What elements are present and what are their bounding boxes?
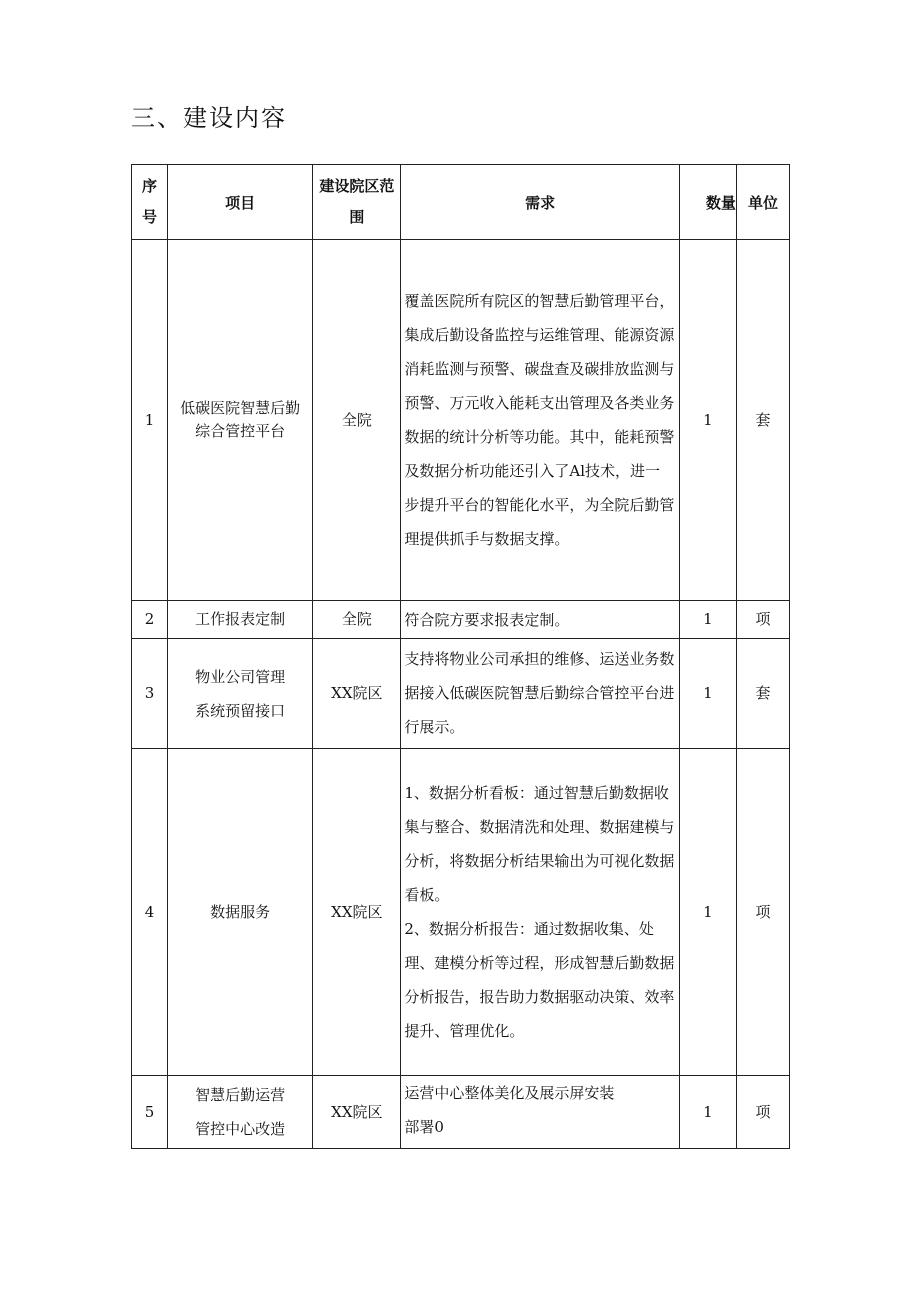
- row-item-line2: 管控中心改造: [195, 1120, 286, 1138]
- row-scope: 全院: [313, 240, 401, 601]
- row-item-line1: 智慧后勤运营: [195, 1086, 286, 1104]
- row-quantity: 1: [679, 639, 736, 749]
- row-requirement-line1: 运营中心整体美化及展示屏安装: [404, 1084, 615, 1102]
- header-requirement: 需求: [401, 165, 679, 240]
- header-scope-line1: 建设院区范: [319, 177, 395, 195]
- row-scope: XX院区: [313, 749, 401, 1076]
- row-unit: 项: [736, 749, 789, 1076]
- row-item: 数据服务: [168, 749, 313, 1076]
- row-item: [168, 240, 313, 601]
- row-item: [168, 639, 313, 749]
- header-num-line2: 号: [142, 208, 158, 226]
- row-unit: 套: [736, 240, 789, 601]
- header-num: [132, 165, 168, 240]
- table-row: [132, 601, 790, 639]
- row-unit: 套: [736, 639, 789, 749]
- row-requirement: [401, 1076, 679, 1149]
- row-scope: 全院: [313, 601, 401, 639]
- requirement-dashboard: 1、数据分析看板：通过智慧后勤数据收集与整合、数据清洗和处理、数据建模与分析，将数据分析结果输出为可视化数据看板。: [404, 783, 675, 904]
- row-requirement-text: [401, 773, 678, 1052]
- row-num: 1: [132, 240, 168, 601]
- row-requirement: [401, 639, 679, 749]
- table-row: [132, 749, 790, 1076]
- row-unit: 项: [736, 1076, 789, 1149]
- row-requirement-text: 覆盖医院所有院区的智慧后勤管理平台，集成后勤设备监控与运维管理、能源资源消耗监测与预警、碳盘查及碳排放监测与预警、万元收入能耗支出管理及各类业务数据的统计分析等功能。其中，能耗预警及数据分析功能还引入了Al技术，进一步提升平台的智能化水平，为全院后勤管理提供抓手与数据支撑。: [404, 291, 675, 548]
- table-row: [132, 1076, 790, 1149]
- row-scope: XX院区: [313, 639, 401, 749]
- row-quantity: 1: [679, 1076, 736, 1149]
- row-item-line2: 综合管控平台: [195, 422, 286, 440]
- row-num: 5: [132, 1076, 168, 1149]
- table-row: [132, 240, 790, 601]
- header-num-line1: 序: [142, 177, 158, 195]
- row-item: 工作报表定制: [168, 601, 313, 639]
- row-unit: 项: [736, 601, 789, 639]
- row-requirement-text: 支持将物业公司承担的维修、运送业务数据接入低碳医院智慧后勤综合管控平台进行展示。: [404, 650, 675, 736]
- row-num: 4: [132, 749, 168, 1076]
- row-requirement-text: 符合院方要求报表定制。: [404, 610, 570, 629]
- header-item: 项目: [168, 165, 313, 240]
- row-item-line1: 物业公司管理: [195, 667, 286, 686]
- row-item: [168, 1076, 313, 1149]
- header-scope: [313, 165, 401, 240]
- table-row: [132, 639, 790, 749]
- row-requirement-text: [401, 1076, 678, 1148]
- row-quantity: 1: [679, 601, 736, 639]
- construction-content-table: [131, 164, 790, 1149]
- table-header-row: [132, 165, 790, 240]
- header-quantity: 数量: [679, 165, 736, 240]
- header-unit: 单位: [736, 165, 789, 240]
- row-num: 2: [132, 601, 168, 639]
- row-requirement: [401, 240, 679, 601]
- row-requirement: [401, 749, 679, 1076]
- row-quantity: 1: [679, 749, 736, 1076]
- row-requirement: [401, 601, 679, 639]
- row-scope: XX院区: [313, 1076, 401, 1149]
- row-num: 3: [132, 639, 168, 749]
- row-item-line1: 低碳医院智慧后勤: [180, 399, 301, 417]
- header-scope-line2: 围: [349, 208, 365, 226]
- row-quantity: 1: [679, 240, 736, 601]
- section-heading: 三、建设内容: [131, 104, 287, 132]
- requirement-report: 2、数据分析报告：通过数据收集、处理、建模分析等过程，形成智慧后勤数据分析报告，报告助力数据驱动决策、效率提升、管理优化。: [404, 919, 675, 1040]
- row-requirement-line2: 部署0: [404, 1118, 444, 1136]
- row-item-line2: 系统预留接口: [195, 701, 286, 720]
